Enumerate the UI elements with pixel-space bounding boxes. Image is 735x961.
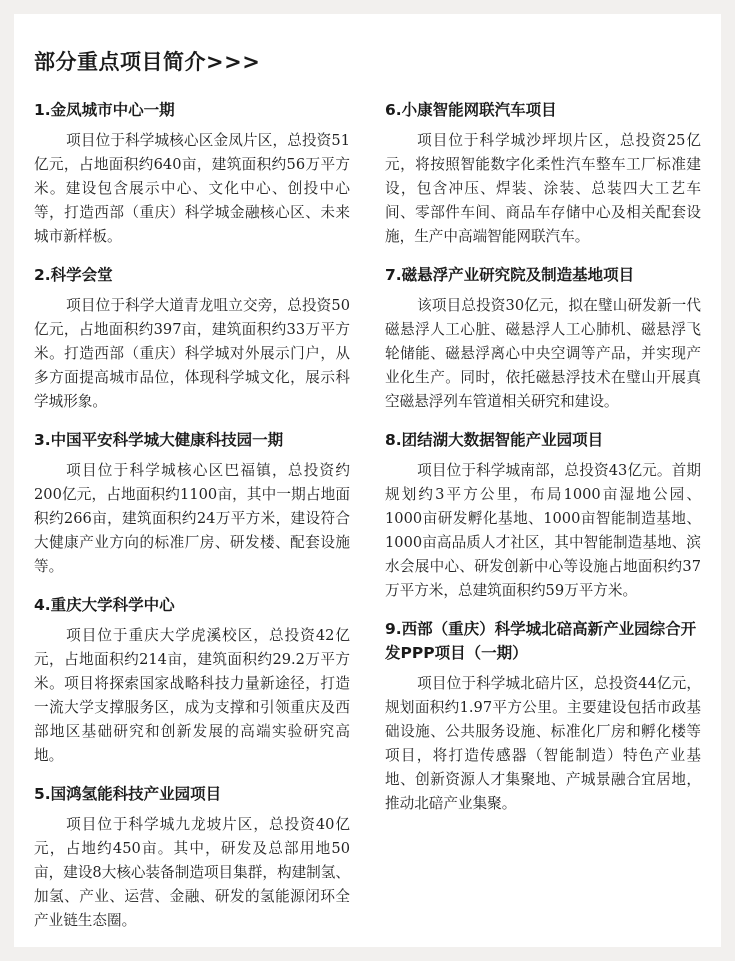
project-body: 项目位于科学大道青龙咀立交旁，总投资50亿元，占地面积约397亩，建筑面积约33万平方米。打造西部（重庆）科学城对外展示门户，从多方面提高城市品位，体现科学城文化，展示科学城形象。 bbox=[34, 297, 350, 410]
project-item-4 bbox=[34, 593, 350, 768]
project-item-3 bbox=[34, 428, 350, 579]
project-body: 该项目总投资30亿元，拟在璧山研发新一代磁悬浮人工心脏、磁悬浮人工心肺机、磁悬浮飞轮储能、磁悬浮离心中央空调等产品，并实现产业化生产。同时，依托磁悬浮技术在璧山开展真空磁悬浮列车管道相关研究和建设。 bbox=[385, 297, 701, 410]
project-body: 项目位于科学城九龙坡片区，总投资40亿元，占地约450亩。其中，研发及总部用地50亩，建设8大核心装备制造项目集群，构建制氢、加氢、产业、运营、金融、研发的氢能源闭环全产业链生态圈。 bbox=[34, 816, 350, 929]
project-body: 项目位于重庆大学虎溪校区，总投资42亿元，占地面积约214亩，建筑面积约29.2万平方米。项目将探索国家战略科技力量新途径，打造一流大学支撑服务区，成为支撑和引领重庆及西部地区基础研究和创新发展的高端实验研究高地。 bbox=[34, 627, 350, 764]
project-item-8 bbox=[385, 428, 701, 603]
project-title: 5.国鸿氢能科技产业园项目 bbox=[34, 785, 222, 803]
article-panel bbox=[14, 14, 721, 947]
project-body: 项目位于科学城北碚片区，总投资44亿元，规划面积约1.97平方公里。主要建设包括市政基础设施、公共服务设施、标准化厂房和孵化楼等项目，将打造传感器（智能制造）特色产业基地、创新资源人才集聚地、产城景融合宜居地，推动北碚产业集聚。 bbox=[385, 675, 701, 812]
project-title: 8.团结湖大数据智能产业园项目 bbox=[385, 431, 604, 449]
left-column bbox=[34, 98, 350, 947]
project-title: 1.金凤城市中心一期 bbox=[34, 101, 175, 119]
project-title: 7.磁悬浮产业研究院及制造基地项目 bbox=[385, 266, 635, 284]
project-title: 6.小康智能网联汽车项目 bbox=[385, 101, 557, 119]
project-title: 4.重庆大学科学中心 bbox=[34, 596, 175, 614]
project-item-5 bbox=[34, 782, 350, 933]
project-body: 项目位于科学城核心区金凤片区，总投资51亿元，占地面积约640亩，建筑面积约56万平方米。建设包含展示中心、文化中心、创投中心等，打造西部（重庆）科学城金融核心区、未来城市新样板。 bbox=[34, 132, 350, 245]
project-body: 项目位于科学城沙坪坝片区，总投资25亿元，将按照智能数字化柔性汽车整车工厂标准建设，包含冲压、焊装、涂装、总装四大工艺车间、零部件车间、商品车存储中心及相关配套设施，生产中高端智能网联汽车。 bbox=[385, 132, 701, 245]
project-title: 9.西部（重庆）科学城北碚高新产业园综合开发PPP项目（一期） bbox=[385, 620, 697, 662]
project-item-1 bbox=[34, 98, 350, 249]
project-body: 项目位于科学城南部，总投资43亿元。首期规划约3平方公里，布局1000亩湿地公园、1000亩研发孵化基地、1000亩智能制造基地、1000亩高品质人才社区，其中智能制造基地、滨水会展中心、研发创新中心等设施占地面积约37万平方米，总建筑面积约59万平方米。 bbox=[385, 462, 701, 599]
project-title: 3.中国平安科学城大健康科技园一期 bbox=[34, 431, 284, 449]
project-item-9 bbox=[385, 617, 701, 816]
project-body: 项目位于科学城核心区巴福镇，总投资约200亿元，占地面积约1100亩，其中一期占地面积约266亩，建筑面积约24万平方米，建设符合大健康产业方向的标准厂房、研发楼、配套设施等。 bbox=[34, 462, 350, 575]
project-item-2 bbox=[34, 263, 350, 414]
project-item-7 bbox=[385, 263, 701, 414]
page-title: 部分重点项目简介>>> bbox=[34, 50, 261, 74]
project-item-6 bbox=[385, 98, 701, 249]
right-column bbox=[385, 98, 701, 830]
project-title: 2.科学会堂 bbox=[34, 266, 113, 284]
